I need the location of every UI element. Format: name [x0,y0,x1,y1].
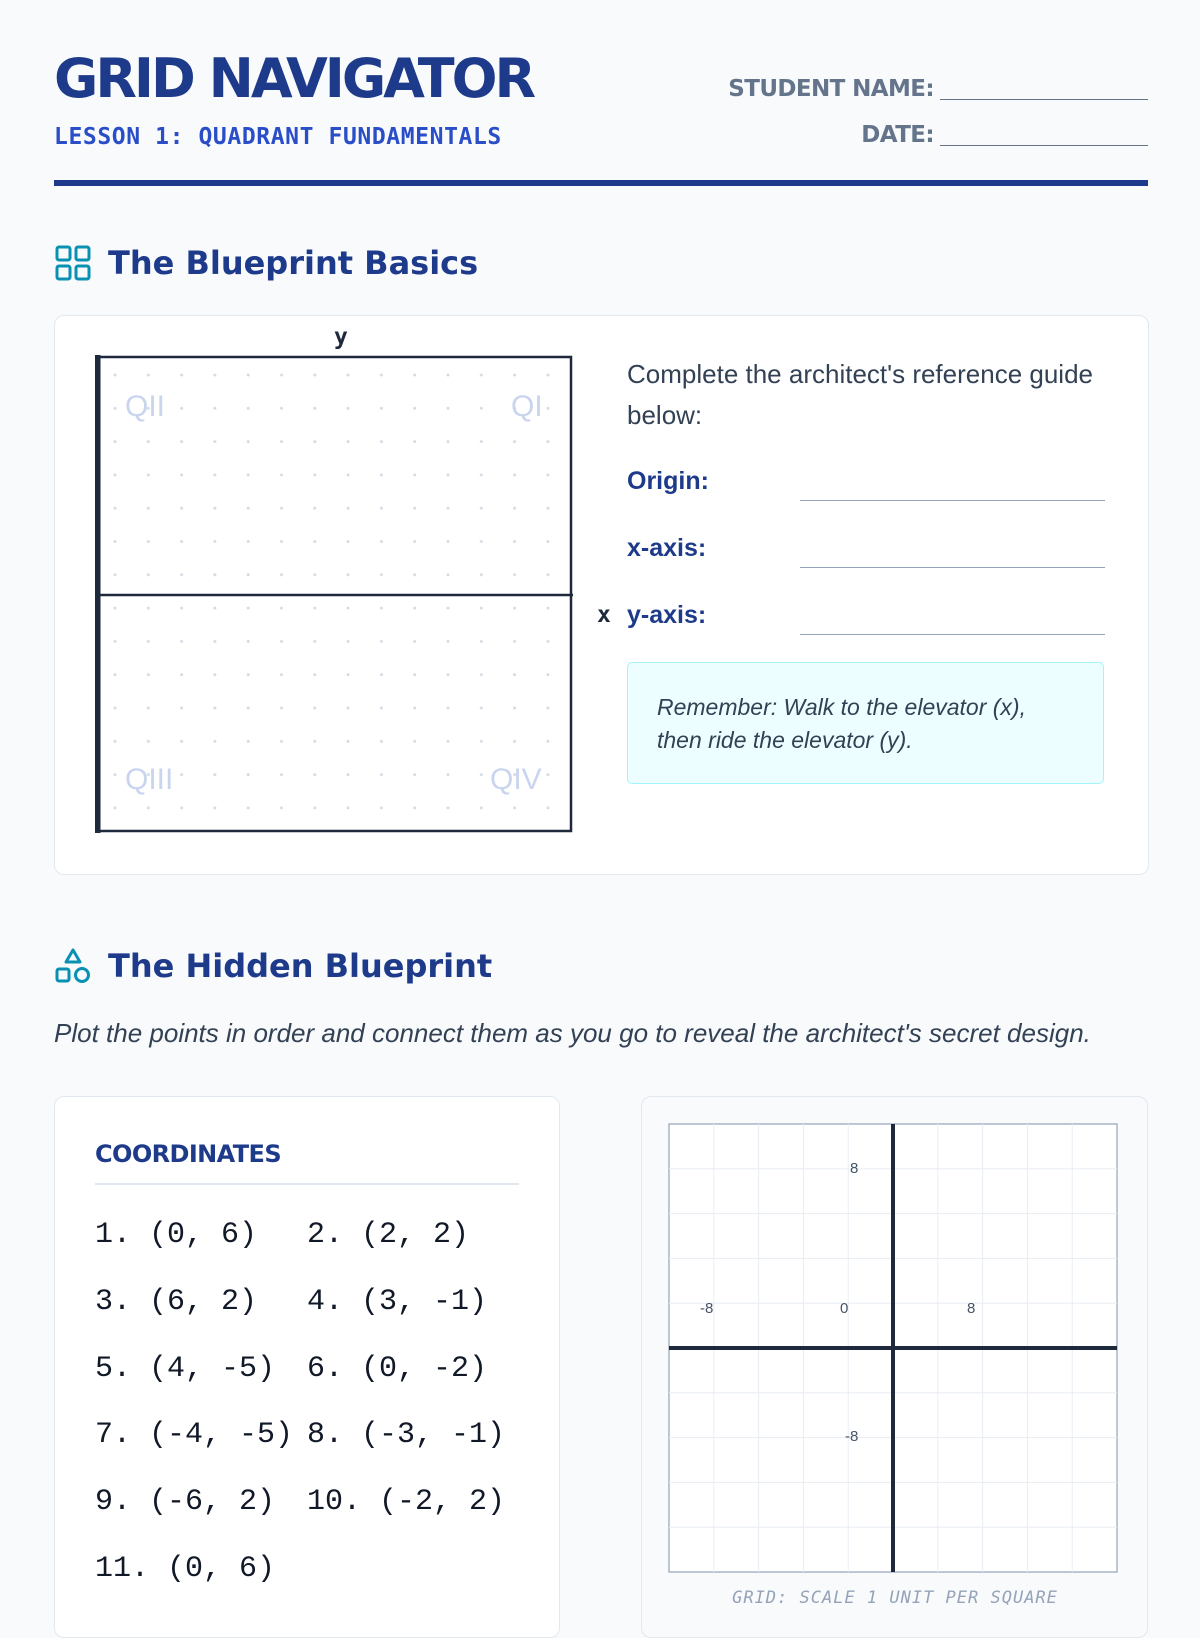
student-name-label: STUDENT NAME: [728,76,934,102]
coordinates-heading: COORDINATES [95,1140,281,1168]
tick-label-top: 8 [850,1160,859,1177]
diagram-x-label: x [597,602,611,628]
coordinate-item: 3. (6, 2) [95,1285,258,1319]
quadrant-1-label: QI [511,390,543,423]
coordinate-item: 10. (-2, 2) [307,1485,506,1519]
section-blueprint-basics-heading [54,244,478,282]
coordinate-item: 9. (-6, 2) [95,1485,276,1519]
date-label: DATE: [861,122,934,148]
quadrant-2-label: QII [125,390,166,423]
tick-label-origin: 0 [840,1300,849,1317]
y-axis-answer-line[interactable] [800,634,1105,635]
section-blueprint-basics-title: The Blueprint Basics [108,244,479,282]
term-x-axis: x-axis: [627,534,707,562]
section-hidden-blueprint-title: The Hidden Blueprint [108,947,493,985]
tick-label-bottom: -8 [845,1428,859,1445]
diagram-y-label: y [334,324,348,350]
term-y-axis: y-axis: [627,601,707,629]
quadrant-3-label: QIII [125,763,174,796]
coordinate-item: 6. (0, -2) [307,1352,488,1386]
reference-guide-instructions: Complete the architect's reference guide below: [627,359,1093,430]
shapes-icon [54,947,92,985]
quadrant-4-label: QIV [490,763,542,796]
coordinates-divider [95,1183,519,1185]
coordinate-grid[interactable] [668,1123,1120,1575]
date-field [861,122,1148,148]
header-divider [54,180,1148,186]
grid-squares-icon [54,244,92,282]
tick-label-right: 8 [967,1300,976,1317]
coordinate-item: 11. (0, 6) [95,1552,276,1586]
x-axis-answer-line[interactable] [800,567,1105,568]
origin-answer-line[interactable] [800,500,1105,501]
student-name-blank[interactable] [940,79,1148,100]
student-name-field [728,76,1148,102]
term-origin: Origin: [627,467,709,495]
coordinate-item: 4. (3, -1) [307,1285,488,1319]
coordinate-item: 1. (0, 6) [95,1218,258,1252]
tick-label-left: -8 [700,1300,714,1317]
grid-caption: GRID: SCALE 1 UNIT PER SQUARE [732,1588,1058,1608]
coordinate-item: 5. (4, -5) [95,1352,276,1386]
section-hidden-blueprint-heading [54,947,492,985]
lesson-subtitle: LESSON 1: QUADRANT FUNDAMENTALS [54,124,502,150]
worksheet-title: GRID NAVIGATOR [54,47,534,110]
coordinate-item: 8. (-3, -1) [307,1418,506,1452]
coordinate-item: 7. (-4, -5) [95,1418,294,1452]
coordinate-item: 2. (2, 2) [307,1218,470,1252]
date-blank[interactable] [940,125,1148,146]
reminder-tip-box: Remember: Walk to the elevator (x), then ride the elevator (y). [627,662,1104,784]
hidden-blueprint-intro: Plot the points in order and connect them as you go to reveal the architect's secret design. [54,1018,1091,1048]
